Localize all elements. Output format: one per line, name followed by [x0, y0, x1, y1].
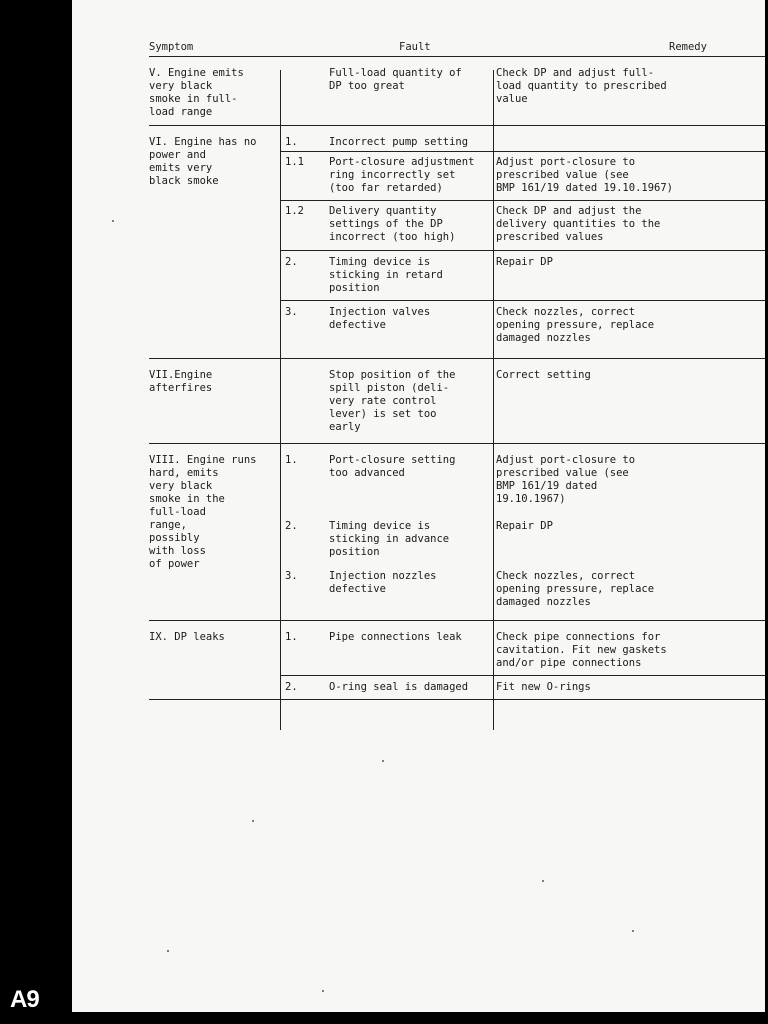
symptom-cell: VIII. Engine runs hard, emits very black smoke in the full-load range, possibly with loss of power — [149, 454, 257, 570]
table-row — [149, 57, 765, 126]
fault-cell: Incorrect pump setting — [329, 136, 469, 148]
remedy-cell: Fit new O-rings — [496, 681, 591, 693]
remedy-cell: Repair DP — [496, 520, 553, 532]
fault-cell: Injection valves defective — [329, 306, 431, 331]
fault-cell: Delivery quantity settings of the DP incorrect (too high) — [329, 205, 456, 243]
item-number: 2. — [285, 681, 298, 693]
row-divider — [281, 300, 765, 301]
remedy-cell: Check DP and adjust full- load quantity to prescribed value — [496, 67, 667, 105]
page-label: A9 — [10, 986, 39, 1013]
item-number: 3. — [285, 570, 298, 582]
fault-cell: Full-load quantity of DP too great — [329, 67, 462, 92]
fault-cell: O-ring seal is damaged — [329, 681, 469, 693]
scan-speck — [382, 760, 384, 762]
scan-speck — [252, 820, 254, 822]
table-row — [149, 621, 765, 700]
column-divider — [493, 70, 494, 730]
item-number: 3. — [285, 306, 298, 318]
remedy-cell: Check DP and adjust the delivery quantities to the prescribed values — [496, 205, 661, 243]
table-row — [149, 126, 765, 359]
remedy-cell: Check nozzles, correct opening pressure, replace damaged nozzles — [496, 306, 655, 344]
symptom-cell: VI. Engine has no power and emits very black smoke — [149, 136, 257, 187]
scan-speck — [632, 930, 634, 932]
symptom-header: Symptom — [149, 41, 194, 53]
remedy-cell: Repair DP — [496, 256, 553, 268]
item-number: 1.1 — [285, 156, 304, 168]
item-number: 1.2 — [285, 205, 304, 217]
item-number: 1. — [285, 454, 298, 466]
item-number: 1. — [285, 136, 298, 148]
fault-cell: Stop position of the spill piston (deli- very rate control lever) is set too early — [329, 369, 456, 433]
remedy-cell: Correct setting — [496, 369, 591, 381]
fault-cell: Pipe connections leak — [329, 631, 462, 643]
troubleshooting-table — [149, 34, 765, 700]
symptom-cell: V. Engine emits very black smoke in full- load range — [149, 67, 244, 118]
fault-header: Fault — [399, 41, 431, 53]
scan-speck — [542, 880, 544, 882]
document-page — [72, 0, 765, 1012]
fault-cell: Timing device is sticking in advance position — [329, 520, 450, 558]
row-divider — [281, 200, 765, 201]
table-row — [149, 444, 765, 621]
item-number: 1. — [285, 631, 298, 643]
fault-cell: Port-closure setting too advanced — [329, 454, 456, 479]
symptom-cell: VII.Engine afterfires — [149, 369, 213, 394]
scan-speck — [167, 950, 169, 952]
remedy-cell: Adjust port-closure to prescribed value (see BMP 161/19 dated 19.10.1967) — [496, 454, 636, 505]
remedy-cell: Adjust port-closure to prescribed value (see BMP 161/19 dated 19.10.1967) — [496, 156, 674, 194]
symptom-cell: IX. DP leaks — [149, 631, 225, 643]
remedy-cell: Check nozzles, correct opening pressure, replace damaged nozzles — [496, 570, 655, 608]
row-divider — [281, 250, 765, 251]
column-divider — [280, 70, 281, 730]
scan-speck — [322, 990, 324, 992]
scan-speck — [112, 220, 114, 222]
remedy-header: Remedy — [669, 41, 707, 53]
fault-cell: Port-closure adjustment ring incorrectly set (too far retarded) — [329, 156, 475, 194]
remedy-cell: Check pipe connections for cavitation. Fit new gaskets and/or pipe connections — [496, 631, 667, 669]
fault-cell: Injection nozzles defective — [329, 570, 437, 595]
row-divider — [281, 675, 765, 676]
row-divider — [281, 151, 765, 152]
table-row — [149, 359, 765, 444]
table-header — [149, 34, 765, 57]
fault-cell: Timing device is sticking in retard position — [329, 256, 443, 294]
item-number: 2. — [285, 520, 298, 532]
item-number: 2. — [285, 256, 298, 268]
